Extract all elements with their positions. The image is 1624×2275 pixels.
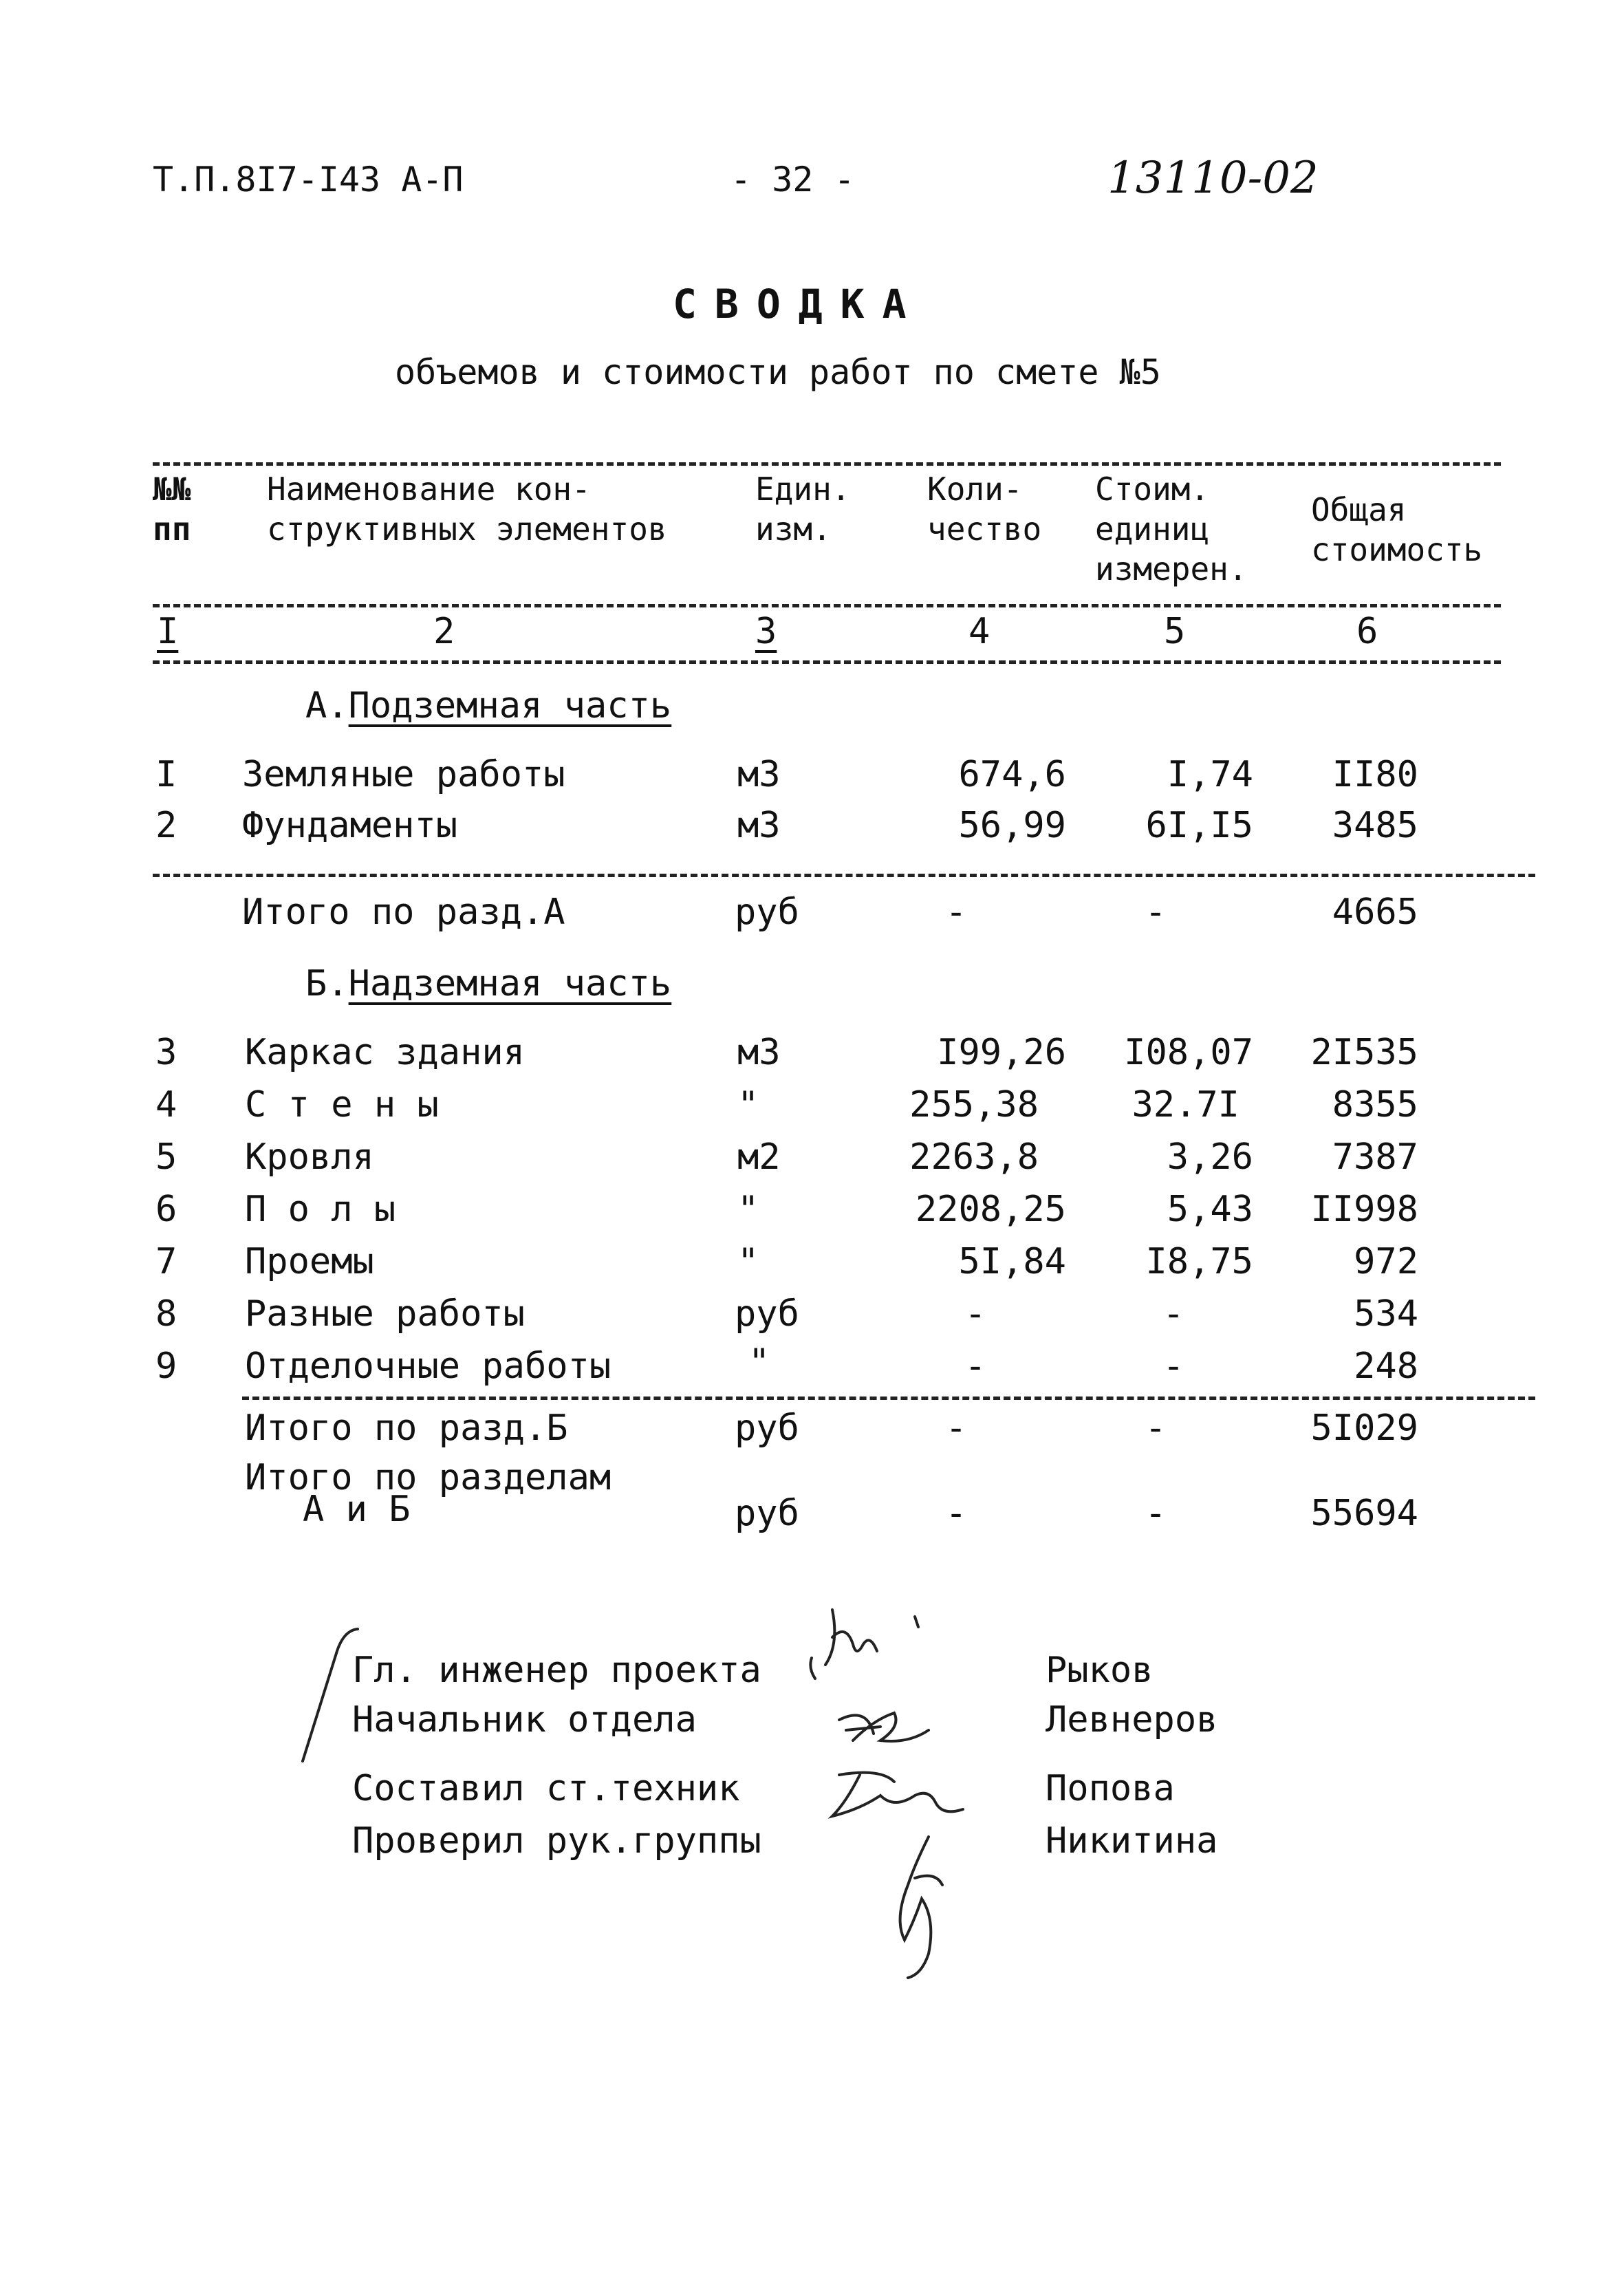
row-unit-cost: - [1162,1293,1184,1335]
row-number: 9 [155,1346,177,1387]
signature-name: Никитина [1046,1820,1218,1862]
document-title: СВОДКА [673,281,924,327]
row-name: С т е н ы [245,1084,439,1125]
section-a-label: Подземная часть [348,685,672,726]
column-header-unit: Един. изм. [755,471,851,548]
row-unit-cost: 5,43 [1167,1189,1253,1230]
row-name: Каркас здания [245,1032,525,1073]
column-header-name: Наименование кон- структивных элементов [267,471,667,548]
row-quantity: 56,99 [958,805,1066,846]
row-unit: м3 [737,1032,781,1073]
row-number: I [155,754,177,795]
row-number: 4 [155,1084,177,1125]
column-header-quantity: Коли- чество [927,471,1042,548]
row-name: Земляные работы [242,754,565,795]
handwritten-signature-4 [874,1823,970,1981]
row-unit: м3 [737,805,781,846]
subtotal-unit: руб [735,892,799,933]
header-bottom-rule [153,604,1501,607]
row-quantity: 674,6 [958,754,1066,795]
subtotal-quantity: - [945,1408,967,1449]
signature-role: Проверил рук.группы [352,1820,761,1862]
row-total: 3485 [1332,805,1418,846]
row-quantity: 2263,8 [909,1136,1039,1178]
row-name: Проемы [245,1241,374,1282]
signature-name: Левнеров [1046,1699,1218,1740]
section-a-prefix: А. [305,685,349,726]
row-number: 5 [155,1136,177,1178]
grand-total-name-line2: А и Б [303,1489,411,1530]
row-total: 972 [1354,1241,1418,1282]
row-total: II80 [1332,754,1418,795]
grand-total-total: 55694 [1310,1493,1418,1534]
row-number: 3 [155,1032,177,1073]
section-b-label: Надземная часть [348,963,672,1004]
row-total: 534 [1354,1293,1418,1335]
row-unit: " [748,1341,770,1383]
column-number-2: 2 [433,611,455,652]
column-header-unit-cost: Стоим. единиц измерен. [1095,471,1248,587]
grand-total-unit-cost: - [1145,1493,1167,1534]
row-quantity: I99,26 [937,1032,1066,1073]
column-header-total-cost: Общая стоимость [1311,491,1483,568]
row-name: П о л ы [245,1189,396,1230]
row-name: Отделочные работы [245,1346,611,1387]
subtotal-name: Итого по разд.А [242,892,565,933]
document-subtitle: объемов и стоимости работ по смете №5 [395,352,1161,392]
archive-number: 13110-02 [1107,153,1319,204]
document-code: Т.П.8I7-I43 А-П [153,160,464,200]
grand-total-quantity: - [945,1493,967,1534]
signature-role: Составил ст.техник [352,1768,740,1809]
signature-role: Гл. инженер проекта [352,1650,761,1691]
subtotal-total: 4665 [1332,892,1418,933]
row-name: Кровля [245,1136,374,1178]
section-a-rule [153,874,1535,877]
margin-pen-stroke [289,1624,371,1802]
table-top-rule [153,462,1501,466]
row-unit: " [737,1241,759,1282]
column-number-3: 3 [755,611,777,652]
section-b-prefix: Б. [305,963,349,1004]
handwritten-signature-2 [825,1692,963,1761]
row-unit: " [737,1189,759,1230]
subtotal-unit-cost: - [1145,1408,1167,1449]
signature-role: Начальник отдела [352,1699,697,1740]
row-total: 2I535 [1310,1032,1418,1073]
handwritten-signature-3 [819,1761,984,1830]
row-quantity: - [964,1293,986,1335]
row-quantity: 255,38 [909,1084,1039,1125]
column-number-4: 4 [968,611,990,652]
section-a-title [305,685,671,726]
subtotal-unit-cost: - [1145,892,1167,933]
row-number: 6 [155,1189,177,1230]
subtotal-unit: руб [735,1408,799,1449]
row-total: 248 [1354,1346,1418,1387]
section-b-title [305,963,671,1004]
signature-name: Рыков [1046,1650,1154,1691]
row-number: 2 [155,805,177,846]
subtotal-quantity: - [945,892,967,933]
row-unit-cost: I08,07 [1124,1032,1253,1073]
row-unit-cost: 3,26 [1167,1136,1253,1178]
grand-total-unit: руб [735,1493,799,1534]
page-number: - 32 - [730,160,855,200]
row-total: 7387 [1332,1136,1418,1178]
column-header-number: №№ пп [153,471,191,548]
subtotal-total: 5I029 [1310,1408,1418,1449]
column-number-6: 6 [1356,611,1378,652]
row-unit: руб [735,1293,799,1335]
handwritten-signature-1 [798,1596,977,1679]
row-unit-cost: - [1162,1346,1184,1387]
column-number-5: 5 [1164,611,1186,652]
subtotal-name: Итого по разд.Б [245,1408,568,1449]
row-total: 8355 [1332,1084,1418,1125]
signature-name: Попова [1046,1768,1175,1809]
row-unit-cost: I,74 [1167,754,1253,795]
row-number: 8 [155,1293,177,1335]
row-total: II998 [1310,1189,1418,1230]
section-b-rule [242,1397,1535,1400]
row-name: Разные работы [245,1293,525,1335]
row-quantity: 5I,84 [958,1241,1066,1282]
row-unit: м3 [737,754,781,795]
row-quantity: 2208,25 [915,1189,1066,1230]
row-quantity: - [964,1346,986,1387]
row-unit-cost: 32.7I [1132,1084,1239,1125]
grand-total-name-line1: Итого по разделам [245,1457,611,1498]
row-name: Фундаменты [242,805,458,846]
row-unit-cost: I8,75 [1145,1241,1253,1282]
row-number: 7 [155,1241,177,1282]
row-unit: " [737,1084,759,1125]
column-number-rule [153,660,1501,664]
row-unit-cost: 6I,I5 [1145,805,1253,846]
row-unit: м2 [737,1136,781,1178]
column-number-1: I [157,611,179,652]
